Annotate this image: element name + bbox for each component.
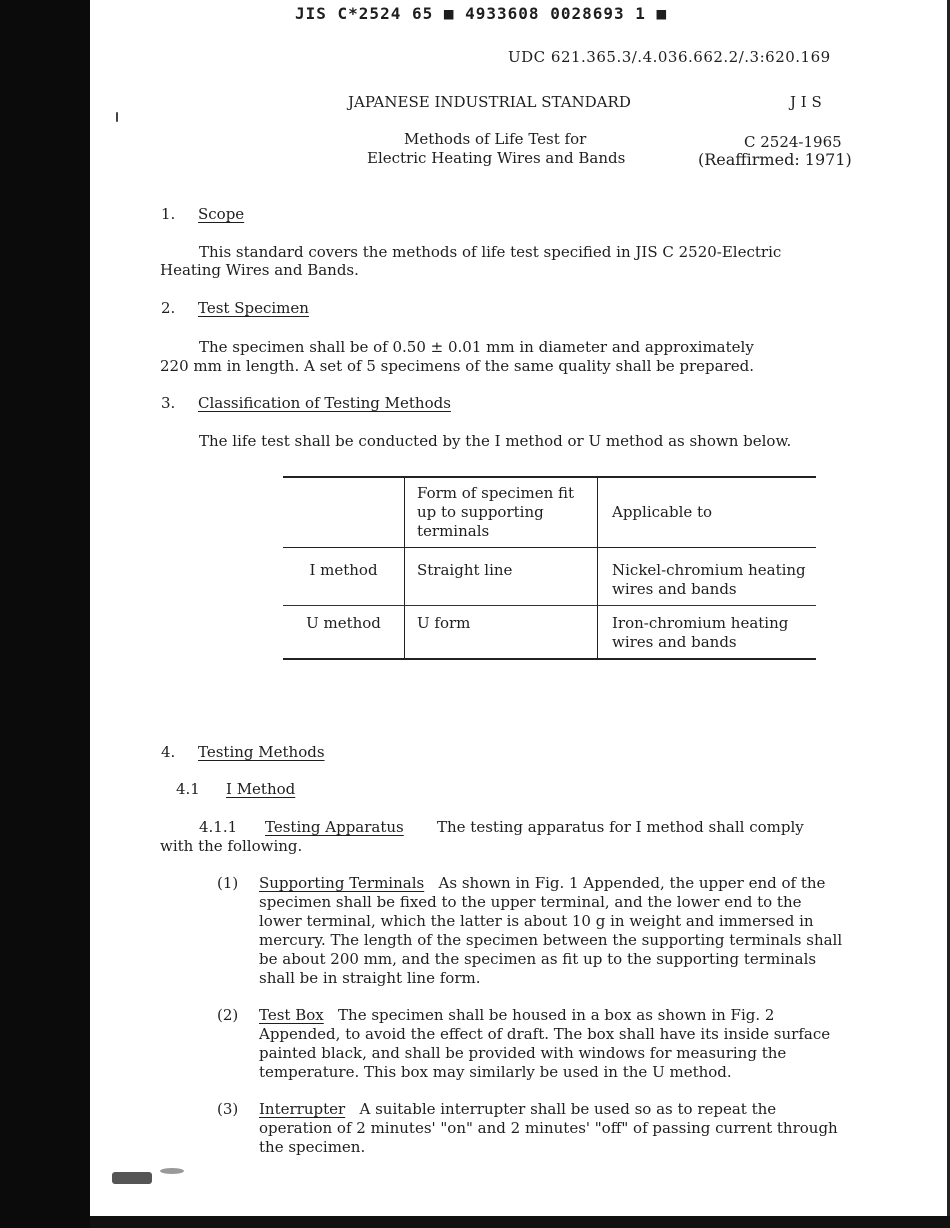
item-text: A suitable interrupter shall be used so as to repeat the operation of 2 minutes' "on" and 2 minutes' "off" of passing current through the specimen.: [259, 1100, 838, 1156]
udc-number: UDC 621.365.3/.4.036.662.2/.3:620.169: [508, 48, 831, 66]
scan-speck: [116, 112, 118, 122]
title-line-2: Electric Heating Wires and Bands: [367, 149, 626, 167]
table-cell-form: U form: [405, 606, 598, 660]
section-2-text-line-1: The specimen shall be of 0.50 ± 0.01 mm in diameter and approximately: [199, 338, 754, 356]
title-line-1: Methods of Life Test for: [404, 130, 587, 148]
table-cell-method: I method: [283, 548, 405, 606]
section-4-heading: Testing Methods: [198, 743, 325, 761]
scan-left-edge: [0, 0, 90, 1228]
scan-smudge: [160, 1168, 184, 1174]
item-number: (3): [217, 1100, 239, 1118]
item-number: (1): [217, 874, 239, 892]
table-cell-applicable: Nickel-chromium heating wires and bands: [598, 548, 817, 606]
standard-name: JAPANESE INDUSTRIAL STANDARD: [348, 93, 631, 111]
section-4-1-heading: I Method: [226, 780, 296, 798]
section-3-number: 3.: [161, 394, 176, 412]
section-1-text-line-2: Heating Wires and Bands.: [160, 261, 359, 279]
table-header-row: [283, 477, 816, 548]
jis-mark: J I S: [790, 93, 822, 111]
table-row: [283, 548, 816, 606]
item-number: (2): [217, 1006, 239, 1024]
table-row: [283, 606, 816, 660]
table-cell-method: U method: [283, 606, 405, 660]
section-4-1-number: 4.1: [176, 780, 200, 798]
section-4-1-1-text-line-2: with the following.: [160, 837, 303, 855]
table-header-blank: [283, 477, 405, 548]
section-1-text-line-1: This standard covers the methods of life test specified in JIS C 2520-Electric: [199, 243, 782, 261]
list-item: [217, 874, 847, 988]
section-4-1-1-heading: Testing Apparatus: [265, 818, 404, 836]
document-page: [90, 0, 947, 1216]
scan-smudge: [112, 1172, 152, 1184]
header-code-line: JIS C*2524 65 ■ 4933608 0028693 1 ■: [295, 4, 668, 23]
list-item: [217, 1100, 847, 1157]
item-heading: Supporting Terminals: [259, 874, 425, 892]
item-heading: Interrupter: [259, 1100, 346, 1118]
section-2-heading: Test Specimen: [198, 299, 309, 317]
scan-bottom-edge: [90, 1216, 950, 1228]
item-text: As shown in Fig. 1 Appended, the upper end of the specimen shall be fixed to the upper terminal, and the lower end to the lower terminal, which the latter is about 10 g in weight and immersed in mercury. The length of the specimen between the supporting terminals shall be about 200 mm, and the specimen as fit up to the supporting terminals shall be in straight line form.: [259, 874, 843, 987]
section-4-1-1-number: 4.1.1: [199, 818, 238, 836]
list-item: [217, 1006, 847, 1082]
section-4-1-1-text-line-1: The testing apparatus for I method shall comply: [437, 818, 804, 836]
section-4-number: 4.: [161, 743, 176, 761]
section-3-text: The life test shall be conducted by the I method or U method as shown below.: [199, 432, 792, 450]
table-header-form: Form of specimen fit up to supporting terminals: [405, 477, 598, 548]
method-classification-table: [283, 476, 816, 660]
table-header-applicable: Applicable to: [598, 477, 817, 548]
section-2-number: 2.: [161, 299, 176, 317]
section-1-heading: Scope: [198, 205, 245, 223]
section-1-number: 1.: [161, 205, 176, 223]
item-heading: Test Box: [259, 1006, 324, 1024]
item-text: The specimen shall be housed in a box as shown in Fig. 2 Appended, to avoid the effect of draft. The box shall have its inside surface painted black, and shall be provided with windows for measuring the temperature. This box may similarly be used in the U method.: [259, 1006, 831, 1081]
section-3-heading: Classification of Testing Methods: [198, 394, 451, 412]
standard-number: C 2524-1965: [744, 133, 842, 151]
section-2-text-line-2: 220 mm in length. A set of 5 specimens of the same quality shall be prepared.: [160, 357, 755, 375]
table-cell-applicable: Iron-chromium heating wires and bands: [612, 614, 789, 651]
reaffirmed-date: (Reaffirmed: 1971): [698, 150, 852, 169]
table-cell-form: Straight line: [405, 548, 598, 606]
